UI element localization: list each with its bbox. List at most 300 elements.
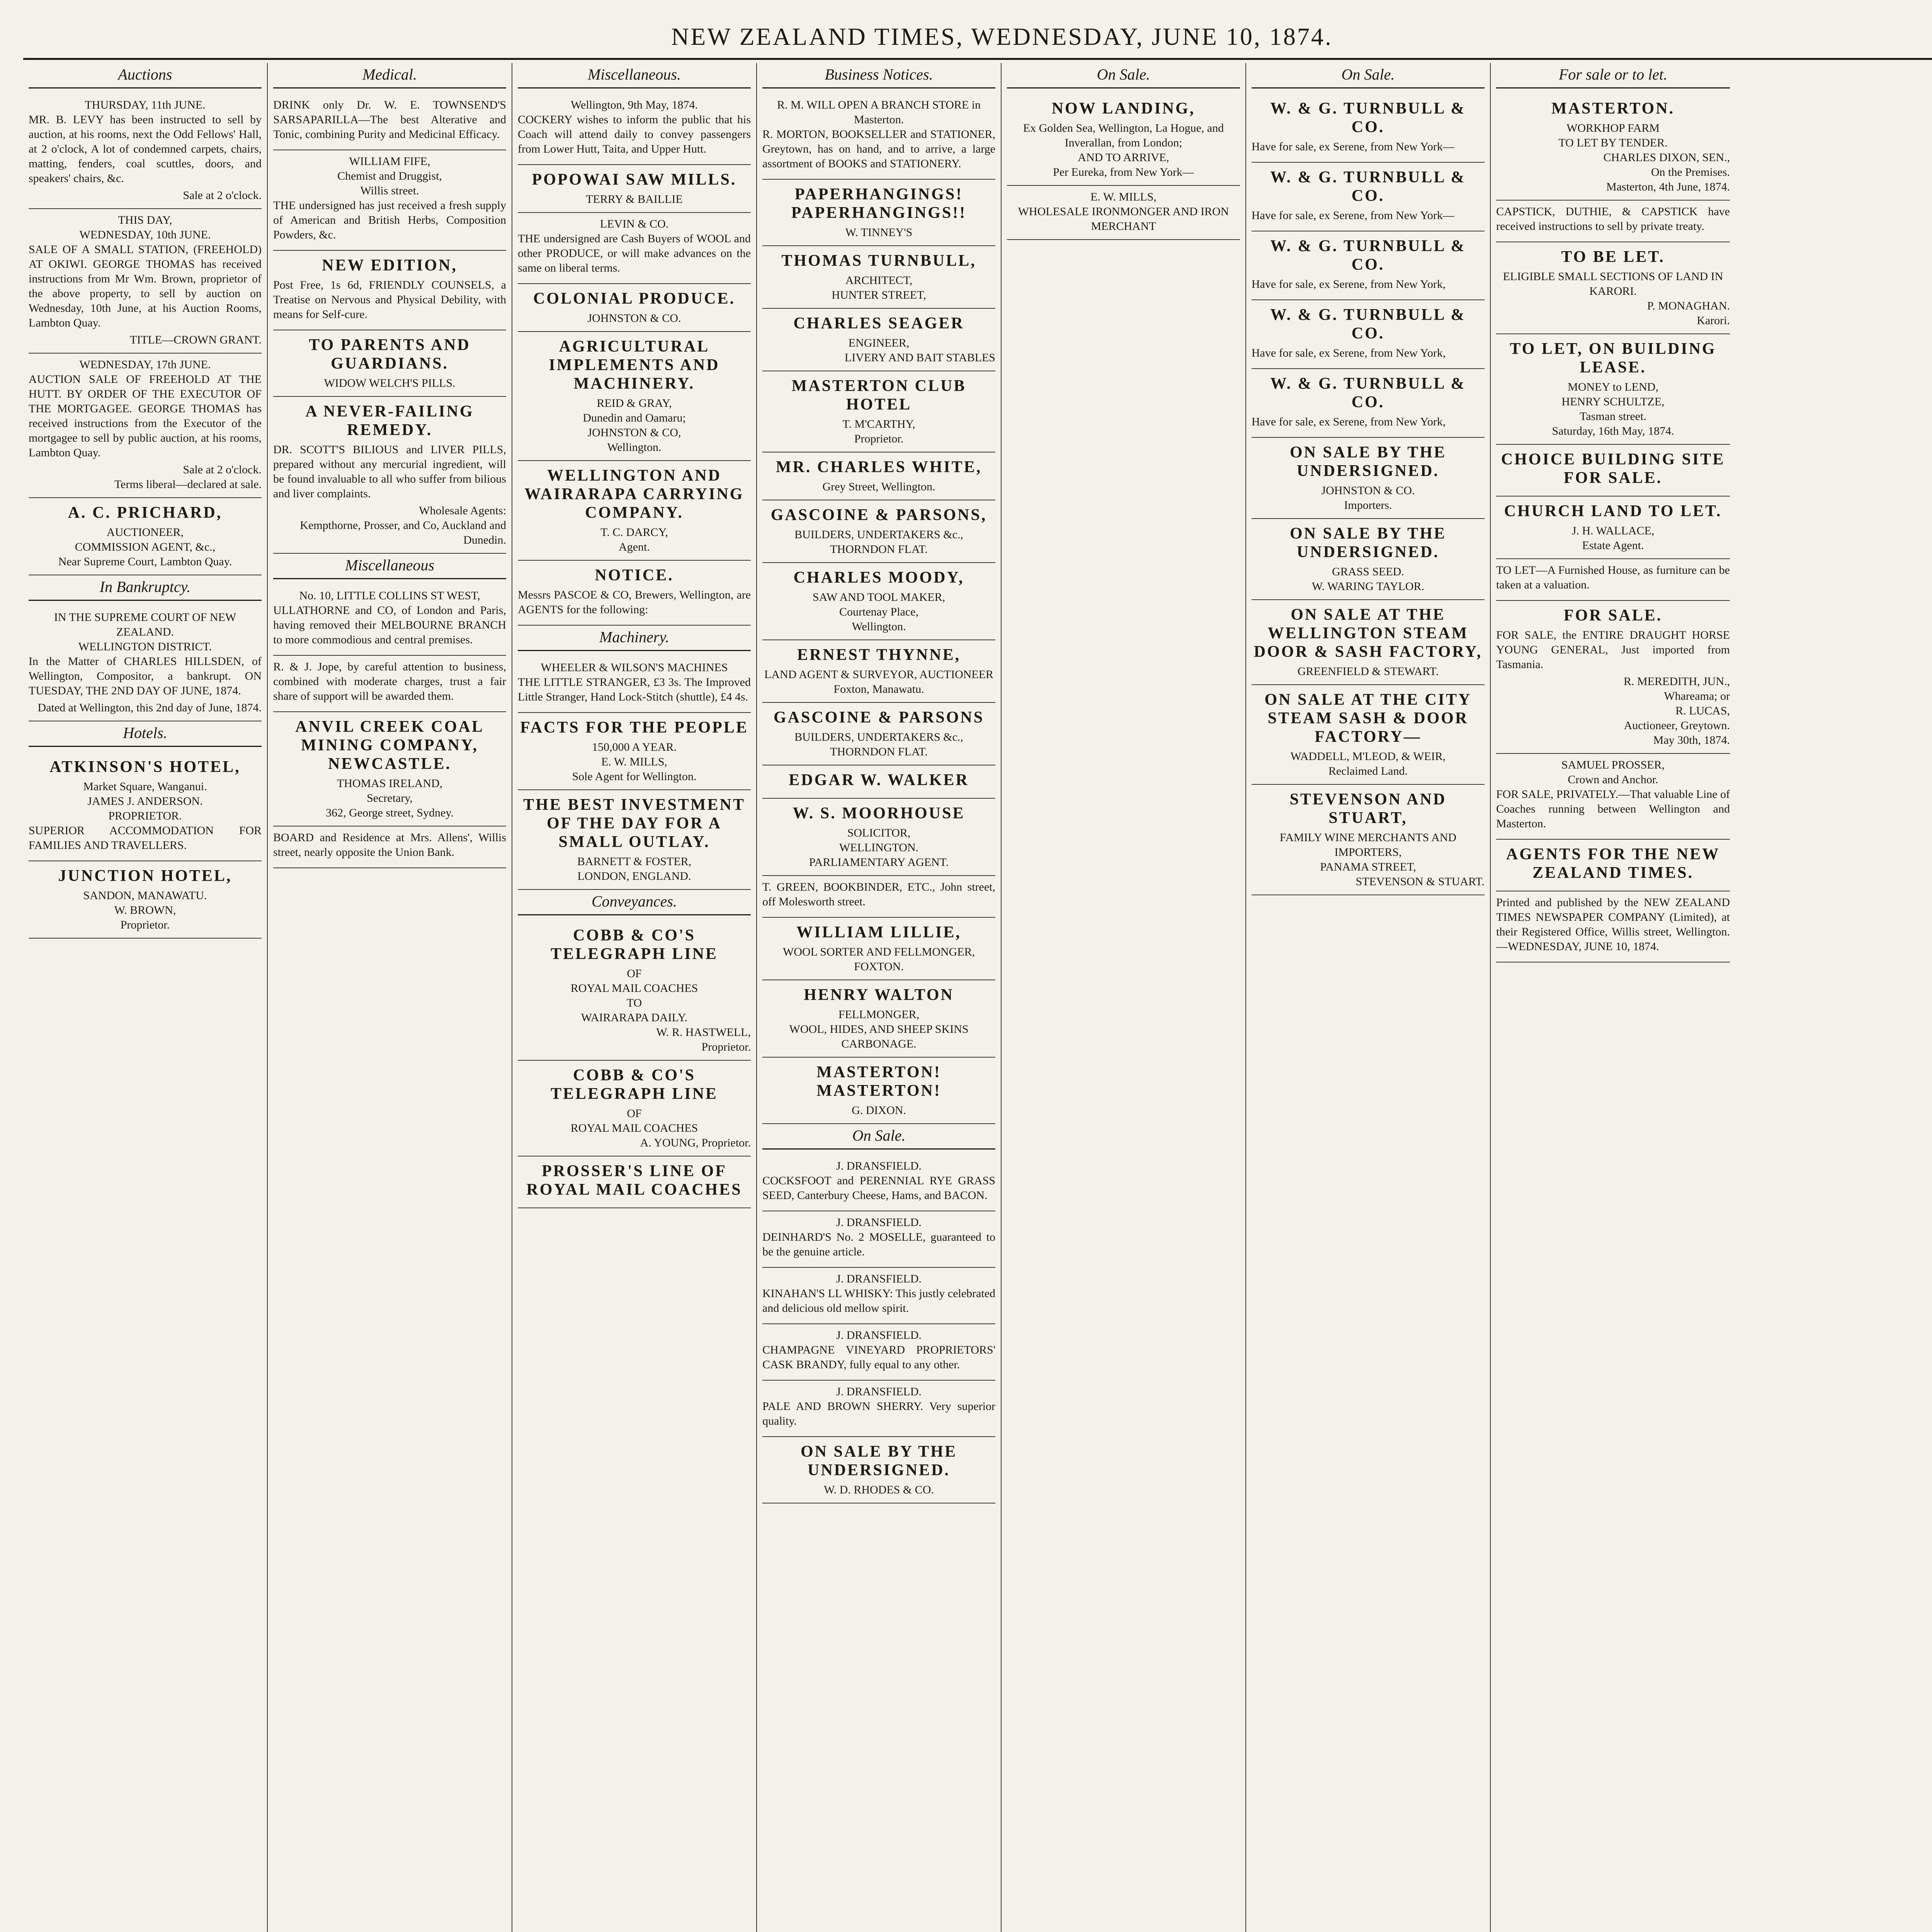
ad-line: Wellington. bbox=[852, 620, 906, 633]
ad-title: WELLINGTON AND WAIRARAPA CARRYING COMPANY. bbox=[524, 467, 744, 522]
ad-line: SAMUEL PROSSER, bbox=[1561, 759, 1665, 771]
ad-title: W. & G. TURNBULL & CO. bbox=[1270, 237, 1466, 274]
ad-title: NOW LANDING, bbox=[1051, 100, 1196, 117]
ad-line: LEVIN & CO. bbox=[600, 218, 669, 230]
ad-line: LONDON, ENGLAND. bbox=[577, 870, 691, 883]
ad-line: J. DRANSFIELD. bbox=[836, 1329, 922, 1342]
advertisement bbox=[518, 1156, 751, 1208]
column bbox=[1002, 63, 1246, 1932]
ad-line: GREENFIELD & STEWART. bbox=[1297, 665, 1439, 678]
ad-title: NOTICE. bbox=[595, 566, 674, 584]
advertisement bbox=[518, 561, 751, 626]
advertisement bbox=[273, 397, 506, 554]
ad-line: AND TO ARRIVE, bbox=[1078, 151, 1169, 164]
ad-title: AGRICULTURAL IMPLEMENTS AND MACHINERY. bbox=[549, 338, 720, 393]
ad-footer: Whareama; or bbox=[1664, 690, 1730, 702]
section-heading: Conveyances. bbox=[518, 890, 751, 915]
ad-title: WILLIAM LILLIE, bbox=[796, 923, 961, 941]
ad-title: CHARLES MOODY, bbox=[793, 569, 964, 587]
advertisement bbox=[762, 1381, 995, 1437]
advertisement bbox=[762, 799, 995, 876]
ad-line: WEDNESDAY, 10th JUNE. bbox=[79, 228, 211, 241]
advertisement bbox=[518, 713, 751, 790]
column-heading: On Sale. bbox=[1007, 63, 1240, 88]
ad-line: J. DRANSFIELD. bbox=[836, 1272, 922, 1285]
ad-footer: Wholesale Agents: bbox=[419, 504, 506, 517]
ad-line: Agent. bbox=[619, 541, 650, 553]
advertisement bbox=[29, 752, 262, 861]
ad-line: PARLIAMENTARY AGENT. bbox=[809, 856, 949, 869]
ad-line: GRASS SEED. bbox=[1332, 565, 1404, 578]
advertisement bbox=[1252, 438, 1485, 519]
column bbox=[757, 63, 1002, 1932]
ad-title: ON SALE AT THE CITY STEAM SASH & DOOR FACTORY— bbox=[1264, 691, 1472, 746]
ad-title: CHOICE BUILDING SITE FOR SALE. bbox=[1501, 451, 1725, 487]
ad-body: TO LET—A Furnished House, as furniture can be taken at a valuation. bbox=[1496, 564, 1730, 591]
column-heading: Medical. bbox=[273, 63, 506, 88]
ad-line: SOLICITOR, bbox=[847, 827, 911, 839]
ad-title: FACTS FOR THE PEOPLE bbox=[520, 719, 748, 736]
ad-line: W. D. RHODES & CO. bbox=[824, 1483, 934, 1496]
ad-title: FOR SALE. bbox=[1563, 607, 1663, 624]
ad-title: ANVIL CREEK COAL MINING COMPANY, NEWCASTLE. bbox=[295, 718, 484, 773]
ad-title: THOMAS TURNBULL, bbox=[781, 252, 976, 270]
ad-footer: CHARLES DIXON, SEN., bbox=[1603, 151, 1730, 164]
ad-line: TO LET BY TENDER. bbox=[1558, 136, 1668, 149]
ad-footer: Proprietor. bbox=[701, 1041, 751, 1053]
ad-line: G. DIXON. bbox=[852, 1104, 906, 1117]
ad-line: REID & GRAY, bbox=[597, 397, 672, 410]
column-heading: On Sale. bbox=[1252, 63, 1485, 88]
advertisement bbox=[273, 150, 506, 251]
advertisement bbox=[1252, 369, 1485, 438]
ad-line: WIDOW WELCH'S PILLS. bbox=[324, 377, 456, 389]
ad-line: 150,000 A YEAR. bbox=[592, 741, 677, 753]
ad-title: ON SALE BY THE UNDERSIGNED. bbox=[1290, 525, 1446, 561]
advertisement bbox=[762, 1211, 995, 1268]
ad-title: STEVENSON AND STUART, bbox=[1289, 791, 1447, 827]
ad-line: Tasman street. bbox=[1580, 410, 1646, 423]
ad-body: DRINK only Dr. W. E. TOWNSEND'S SARSAPARILLA—The best Alterative and Tonic, combining Purity and Medicinal Efficacy. bbox=[273, 99, 506, 141]
ad-line: BUILDERS, UNDERTAKERS &c., bbox=[794, 528, 963, 541]
advertisement bbox=[1496, 445, 1730, 497]
ad-body: FOR SALE, the ENTIRE DRAUGHT HORSE YOUNG GENERAL, Just imported from Tasmania. bbox=[1496, 629, 1730, 671]
ad-body: SALE OF A SMALL STATION, (FREEHOLD) AT OKIWI. GEORGE THOMAS has received instructions from Mr Wm. Brown, proprietor of the above property, to sell by auction on Wednesday, 10th June, at his Auction Rooms, Lambton Quay. bbox=[29, 243, 262, 329]
ad-title: JUNCTION HOTEL, bbox=[58, 867, 232, 885]
column-heading: Business Notices. bbox=[762, 63, 995, 88]
ad-footer: TITLE—CROWN GRANT. bbox=[129, 333, 262, 346]
column-heading: Miscellaneous. bbox=[518, 63, 751, 88]
ad-footer: Karori. bbox=[1697, 314, 1730, 327]
ad-title: THE BEST INVESTMENT OF THE DAY FOR A SMALL OUTLAY. bbox=[523, 796, 745, 851]
advertisement bbox=[518, 461, 751, 561]
advertisement bbox=[1252, 785, 1485, 895]
advertisement bbox=[762, 1268, 995, 1324]
ad-body: THE undersigned has just received a fresh supply of American and British Herbs, Composition Powders, &c. bbox=[273, 199, 506, 241]
advertisement bbox=[1496, 840, 1730, 891]
advertisement bbox=[518, 284, 751, 332]
ad-body: COCKERY wishes to inform the public that his Coach will attend daily to convey passengers from Lower Hutt, Taita, and Upper Hutt. bbox=[518, 113, 751, 155]
advertisement bbox=[762, 563, 995, 640]
ad-line: 362, George street, Sydney. bbox=[326, 806, 454, 819]
section-heading: Hotels. bbox=[29, 721, 262, 747]
advertisement bbox=[762, 1324, 995, 1381]
ad-title: PAPERHANGINGS! PAPERHANGINGS!! bbox=[791, 185, 967, 222]
ad-body: In the Matter of CHARLES HILLSDEN, of Wellington, Compositor, a bankrupt. ON TUESDAY, THE 2ND DAY OF JUNE, 1874. bbox=[29, 655, 262, 697]
ad-title: GASCOINE & PARSONS bbox=[774, 709, 984, 726]
advertisement bbox=[1496, 201, 1730, 242]
ad-line: IN THE SUPREME COURT OF NEW ZEALAND. bbox=[54, 611, 236, 638]
ad-line: ELIGIBLE SMALL SECTIONS OF LAND IN KARORI. bbox=[1503, 270, 1723, 298]
ad-body: SUPERIOR ACCOMMODATION FOR FAMILIES AND TRAVELLERS. bbox=[29, 824, 262, 852]
ad-body: THE undersigned are Cash Buyers of WOOL and other PRODUCE, or will make advances on the same on liberal terms. bbox=[518, 232, 751, 274]
ad-line: ARCHITECT, bbox=[845, 274, 913, 287]
ad-line: Sole Agent for Wellington. bbox=[572, 770, 697, 783]
ad-line: JOHNSTON & CO. bbox=[1321, 484, 1415, 497]
advertisement bbox=[1496, 891, 1730, 963]
advertisement bbox=[1252, 163, 1485, 231]
ad-title: W. & G. TURNBULL & CO. bbox=[1270, 100, 1466, 136]
advertisement bbox=[518, 1061, 751, 1156]
advertisement bbox=[762, 1437, 995, 1503]
ad-title: W. S. MOORHOUSE bbox=[793, 804, 965, 822]
advertisement bbox=[273, 251, 506, 330]
ad-line: Per Eureka, from New York— bbox=[1053, 166, 1194, 179]
ad-title: HENRY WALTON bbox=[804, 986, 954, 1004]
ad-body: AUCTION SALE OF FREEHOLD AT THE HUTT. BY ORDER OF THE EXECUTOR OF THE MORTGAGEE. GEORGE THOMAS has received instructions from the Executor of the mortgagee to sell by public auction, at his rooms, Lambton Quay. bbox=[29, 373, 262, 459]
advertisement bbox=[762, 371, 995, 452]
ad-footer: Terms liberal—declared at sale. bbox=[114, 478, 262, 491]
ad-line: Wellington, 9th May, 1874. bbox=[571, 99, 698, 111]
column bbox=[23, 63, 268, 1932]
ad-title: POPOWAI SAW MILLS. bbox=[532, 171, 737, 189]
ad-line: WHEELER & WILSON'S MACHINES bbox=[541, 661, 728, 674]
advertisement bbox=[1252, 685, 1485, 785]
ad-body: COCKSFOOT and PERENNIAL RYE GRASS SEED, Canterbury Cheese, Hams, and BACON. bbox=[762, 1174, 995, 1202]
ad-title: MR. CHARLES WHITE, bbox=[776, 458, 982, 476]
ad-line: TERRY & BAILLIE bbox=[586, 193, 683, 206]
ad-line: Near Supreme Court, Lambton Quay. bbox=[58, 555, 232, 568]
ad-footer: Sale at 2 o'clock. bbox=[183, 463, 262, 476]
ad-body: PALE AND BROWN SHERRY. Very superior quality. bbox=[762, 1400, 995, 1427]
ad-line: Importers. bbox=[1344, 499, 1392, 512]
ad-title: A NEVER-FAILING REMEDY. bbox=[305, 403, 474, 439]
ad-body: CAPSTICK, DUTHIE, & CAPSTICK have received instructions to sell by private treaty. bbox=[1496, 205, 1730, 233]
ad-line: Foxton, Manawatu. bbox=[833, 683, 924, 696]
ad-title: TO LET, ON BUILDING LEASE. bbox=[1510, 340, 1716, 376]
ad-line: E. W. MILLS, bbox=[601, 755, 667, 768]
section-heading: Miscellaneous bbox=[273, 554, 506, 579]
ad-line: Market Square, Wanganui. bbox=[83, 780, 207, 793]
ad-title: ERNEST THYNNE, bbox=[797, 646, 961, 664]
ad-footer: R. LUCAS, bbox=[1675, 704, 1730, 717]
ad-title: TO BE LET. bbox=[1561, 248, 1665, 266]
ad-line: Crown and Anchor. bbox=[1568, 773, 1658, 786]
ad-body: Printed and published by the NEW ZEALAND TIMES NEWSPAPER COMPANY (Limited), at their Registered Office, Willis street, Wellington.—WEDNESDAY, JUNE 10, 1874. bbox=[1496, 896, 1730, 953]
ad-line: ROYAL MAIL COACHES bbox=[570, 1122, 698, 1134]
ad-line: ENGINEER, bbox=[848, 337, 910, 349]
advertisement bbox=[762, 180, 995, 246]
advertisement bbox=[518, 790, 751, 890]
advertisement bbox=[518, 332, 751, 461]
ad-line: BARNETT & FOSTER, bbox=[577, 855, 692, 868]
ad-body: R. & J. Jope, by careful attention to business, combined with moderate charges, trust a fair share of support will be awarded them. bbox=[273, 660, 506, 702]
section-heading: On Sale. bbox=[762, 1124, 995, 1150]
masthead-rule bbox=[23, 58, 1932, 60]
ad-line: FELLMONGER, bbox=[838, 1008, 920, 1021]
ad-line: WHOLESALE IRONMONGER AND IRON MERCHANT bbox=[1018, 205, 1229, 233]
ad-line: WELLINGTON DISTRICT. bbox=[78, 640, 212, 653]
ad-line: COMMISSION AGENT, &c., bbox=[75, 541, 216, 553]
ad-line: J. H. WALLACE, bbox=[1571, 524, 1655, 537]
column-heading: For sale or to let. bbox=[1496, 63, 1730, 88]
ad-line: THORNDON FLAT. bbox=[830, 745, 928, 758]
advertisement bbox=[518, 213, 751, 284]
ad-line: J. DRANSFIELD. bbox=[836, 1216, 922, 1229]
ad-line: HUNTER STREET, bbox=[832, 289, 926, 301]
ad-footer: May 30th, 1874. bbox=[1653, 734, 1730, 747]
ad-footer: Auctioneer, Greytown. bbox=[1624, 719, 1730, 732]
advertisement bbox=[273, 827, 506, 868]
section-heading: Machinery. bbox=[518, 626, 751, 651]
advertisement bbox=[762, 703, 995, 765]
ad-title: COBB & CO'S TELEGRAPH LINE bbox=[551, 1066, 718, 1103]
ad-body: Have for sale, ex Serene, from New York— bbox=[1252, 140, 1454, 153]
ad-line: JOHNSTON & CO. bbox=[587, 312, 681, 325]
advertisement bbox=[273, 585, 506, 656]
ad-line: SANDON, MANAWATU. bbox=[83, 889, 207, 902]
ad-line: LAND AGENT & SURVEYOR, AUCTIONEER bbox=[764, 668, 993, 681]
advertisement bbox=[29, 861, 262, 939]
ad-body: DEINHARD'S No. 2 MOSELLE, guaranteed to be the genuine article. bbox=[762, 1231, 995, 1258]
ad-line: FAMILY WINE MERCHANTS AND IMPORTERS, bbox=[1279, 831, 1457, 859]
ad-line: SAW AND TOOL MAKER, bbox=[812, 591, 946, 604]
section-heading: In Bankruptcy. bbox=[29, 575, 262, 601]
ad-line: PROPRIETOR. bbox=[108, 810, 182, 822]
ad-line: Proprietor. bbox=[854, 432, 904, 445]
ad-title: W. & G. TURNBULL & CO. bbox=[1270, 168, 1466, 205]
ad-body: THE LITTLE STRANGER, £3 3s. The Improved Little Stranger, Hand Lock-Stitch (shuttle), £4 4s. bbox=[518, 676, 751, 703]
ad-line: ROYAL MAIL COACHES bbox=[570, 982, 698, 995]
ad-title: ATKINSON'S HOTEL, bbox=[49, 758, 241, 776]
ad-line: W. BROWN, bbox=[114, 904, 176, 917]
advertisement bbox=[1252, 519, 1485, 600]
ad-body: T. GREEN, BOOKBINDER, ETC., John street, off Molesworth street. bbox=[762, 881, 995, 908]
advertisement bbox=[1252, 231, 1485, 300]
advertisement bbox=[1496, 497, 1730, 559]
ad-line: TO bbox=[626, 997, 642, 1009]
ad-line: THORNDON FLAT. bbox=[830, 543, 928, 556]
ad-title: W. & G. TURNBULL & CO. bbox=[1270, 375, 1466, 411]
ad-body: ULLATHORNE and CO, of London and Paris, having removed their MELBOURNE BRANCH to more commodious and central premises. bbox=[273, 604, 506, 646]
advertisement bbox=[1496, 94, 1730, 201]
ad-body: Have for sale, ex Serene, from New York— bbox=[1252, 209, 1454, 222]
ad-line: FOXTON. bbox=[854, 960, 904, 973]
advertisement bbox=[29, 209, 262, 354]
ad-line: THURSDAY, 11th JUNE. bbox=[85, 99, 206, 111]
advertisement bbox=[1496, 334, 1730, 445]
ad-line: Courtenay Place, bbox=[839, 605, 918, 618]
ad-line: MONEY to LEND, bbox=[1568, 381, 1658, 393]
ad-line: T. M'CARTHY, bbox=[842, 418, 915, 430]
advertisement bbox=[1496, 242, 1730, 334]
ad-line: CARBONAGE. bbox=[841, 1037, 917, 1050]
advertisement bbox=[762, 640, 995, 703]
advertisement bbox=[518, 165, 751, 213]
advertisement bbox=[762, 94, 995, 180]
advertisement bbox=[1252, 300, 1485, 369]
ad-title: NEW EDITION, bbox=[322, 257, 457, 274]
advertisement bbox=[762, 452, 995, 500]
advertisement bbox=[273, 656, 506, 712]
advertisement bbox=[1496, 559, 1730, 601]
ad-title: EDGAR W. WALKER bbox=[789, 771, 969, 789]
ad-line: HENRY SCHULTZE, bbox=[1561, 395, 1665, 408]
ad-footer: LIVERY AND BAIT STABLES bbox=[844, 351, 995, 364]
ad-body: Post Free, 1s 6d, FRIENDLY COUNSELS, a Treatise on Nervous and Physical Debility, with means for Self-cure. bbox=[273, 279, 506, 321]
advertisement bbox=[518, 94, 751, 165]
advertisement bbox=[273, 712, 506, 827]
advertisement bbox=[1007, 94, 1240, 186]
ad-body: CHAMPAGNE VINEYARD PROPRIETORS' CASK BRANDY, fully equal to any other. bbox=[762, 1344, 995, 1371]
advertisement bbox=[762, 918, 995, 980]
ad-title: CHURCH LAND TO LET. bbox=[1504, 502, 1722, 520]
ad-line: OF bbox=[627, 1107, 642, 1120]
ad-line: J. DRANSFIELD. bbox=[836, 1160, 922, 1172]
ad-title: AGENTS FOR THE NEW ZEALAND TIMES. bbox=[1506, 845, 1720, 882]
ad-body: Messrs PASCOE & CO, Brewers, Wellington, are AGENTS for the following: bbox=[518, 588, 751, 616]
advertisement bbox=[1252, 94, 1485, 163]
ad-title: MASTERTON! MASTERTON! bbox=[816, 1063, 941, 1100]
advertisement bbox=[1252, 600, 1485, 685]
ad-footer: STEVENSON & STUART. bbox=[1355, 875, 1485, 888]
ad-title: ON SALE BY THE UNDERSIGNED. bbox=[1290, 444, 1446, 480]
ad-footer: W. R. HASTWELL, bbox=[656, 1026, 751, 1039]
ad-line: WAIRARAPA DAILY. bbox=[581, 1011, 688, 1024]
column bbox=[1491, 63, 1735, 1932]
ad-line: WELLINGTON. bbox=[839, 841, 919, 854]
ad-line: JOHNSTON & CO, bbox=[587, 426, 681, 439]
advertisement bbox=[1496, 601, 1730, 754]
ad-title: MASTERTON. bbox=[1551, 100, 1675, 117]
ad-line: WEDNESDAY, 17th JUNE. bbox=[79, 358, 211, 371]
advertisement bbox=[1007, 186, 1240, 240]
advertisement bbox=[518, 656, 751, 713]
ad-line: PANAMA STREET, bbox=[1320, 861, 1416, 873]
advertisement bbox=[518, 921, 751, 1061]
ad-body: Have for sale, ex Serene, from New York, bbox=[1252, 278, 1446, 291]
ad-line: Wellington. bbox=[607, 441, 662, 454]
columns bbox=[23, 63, 1932, 1932]
ad-footer: On the Premises. bbox=[1651, 166, 1730, 179]
ad-body: FOR SALE, PRIVATELY.—That valuable Line of Coaches running between Wellington and Masterton. bbox=[1496, 788, 1730, 830]
column bbox=[1246, 63, 1491, 1932]
ad-line: WADDELL, M'LEOD, & WEIR, bbox=[1290, 750, 1446, 763]
ad-title: CHARLES SEAGER bbox=[793, 315, 964, 332]
ad-title: TO PARENTS AND GUARDIANS. bbox=[309, 336, 471, 372]
ad-line: J. DRANSFIELD. bbox=[836, 1385, 922, 1398]
ad-line: Willis street. bbox=[360, 184, 419, 197]
advertisement bbox=[273, 94, 506, 150]
ad-line: THOMAS IRELAND, bbox=[337, 777, 443, 790]
ad-line: AUCTIONEER, bbox=[106, 526, 184, 539]
ad-line: No. 10, LITTLE COLLINS ST WEST, bbox=[299, 589, 480, 602]
ad-title: GASCOINE & PARSONS, bbox=[770, 506, 987, 524]
ad-footer: Masterton, 4th June, 1874. bbox=[1606, 180, 1730, 193]
advertisement bbox=[762, 876, 995, 918]
ad-line: E. W. MILLS, bbox=[1090, 190, 1156, 203]
ad-title: COLONIAL PRODUCE. bbox=[533, 290, 736, 308]
ad-line: Estate Agent. bbox=[1582, 539, 1644, 552]
advertisement bbox=[29, 498, 262, 575]
advertisement bbox=[762, 765, 995, 799]
ad-line: Saturday, 16th May, 1874. bbox=[1552, 425, 1674, 437]
ad-title: A. C. PRICHARD, bbox=[68, 504, 223, 522]
masthead: NEW ZEALAND TIMES, WEDNESDAY, JUNE 10, 1874. bbox=[671, 23, 1333, 50]
ad-footer: Sale at 2 o'clock. bbox=[183, 189, 262, 202]
ad-line: WOOL SORTER AND FELLMONGER, bbox=[782, 946, 975, 958]
advertisement bbox=[1496, 754, 1730, 840]
ad-body: KINAHAN'S LL WHISKY: This justly celebrated and delicious old mellow spirit. bbox=[762, 1287, 995, 1315]
ad-footer: A. YOUNG, Proprietor. bbox=[640, 1136, 751, 1149]
ad-body: BOARD and Residence at Mrs. Allens', Willis street, nearly opposite the Union Bank. bbox=[273, 831, 506, 859]
ad-title: ON SALE BY THE UNDERSIGNED. bbox=[801, 1443, 957, 1479]
ad-line: Dunedin and Oamaru; bbox=[583, 412, 686, 424]
ad-title: COBB & CO'S TELEGRAPH LINE bbox=[551, 927, 718, 963]
ad-line: JAMES J. ANDERSON. bbox=[87, 795, 203, 808]
column-heading: Auctions bbox=[29, 63, 262, 88]
ad-footer: R. MEREDITH, JUN., bbox=[1624, 675, 1730, 688]
ad-line: BUILDERS, UNDERTAKERS &c., bbox=[794, 731, 963, 743]
ad-title: W. & G. TURNBULL & CO. bbox=[1270, 306, 1466, 342]
advertisement bbox=[762, 1058, 995, 1124]
ad-title: ON SALE AT THE WELLINGTON STEAM DOOR & SASH FACTORY, bbox=[1253, 606, 1483, 661]
ad-line: T. C. DARCY, bbox=[600, 526, 668, 539]
advertisement bbox=[29, 354, 262, 498]
ad-line: Secretary, bbox=[367, 792, 413, 804]
ad-line: Chemist and Druggist, bbox=[337, 170, 442, 182]
advertisement bbox=[762, 500, 995, 563]
advertisement bbox=[29, 606, 262, 721]
ad-line: THIS DAY, bbox=[118, 214, 172, 226]
column bbox=[268, 63, 512, 1932]
ad-line: WILLIAM FIFE, bbox=[349, 155, 430, 168]
ad-line: Proprietor. bbox=[120, 918, 170, 931]
ad-title: MASTERTON CLUB HOTEL bbox=[791, 377, 966, 413]
ad-footer: Dated at Wellington, this 2nd day of June, 1874. bbox=[37, 701, 262, 714]
ad-body: Have for sale, ex Serene, from New York, bbox=[1252, 415, 1446, 428]
ad-body: R. MORTON, BOOKSELLER and STATIONER, Greytown, has on hand, and to arrive, a large assortment of BOOKS and STATIONERY. bbox=[762, 128, 995, 170]
ad-line: W. WARING TAYLOR. bbox=[1312, 580, 1424, 593]
ad-body: Have for sale, ex Serene, from New York, bbox=[1252, 347, 1446, 359]
ad-footer: Kempthorne, Prosser, and Co, Auckland and Dunedin. bbox=[300, 519, 506, 546]
ad-line: WORKHOP FARM bbox=[1566, 122, 1660, 134]
ad-body: DR. SCOTT'S BILIOUS and LIVER PILLS, prepared without any mercurial ingredient, will be found invaluable to all who suffer from bilious and liver complaints. bbox=[273, 443, 506, 500]
ad-title: PROSSER'S LINE OF ROYAL MAIL COACHES bbox=[526, 1162, 742, 1199]
ad-line: Grey Street, Wellington. bbox=[822, 480, 935, 493]
ad-line: W. TINNEY'S bbox=[845, 226, 913, 239]
advertisement bbox=[762, 309, 995, 371]
ad-footer: P. MONAGHAN. bbox=[1647, 299, 1730, 312]
advertisement bbox=[762, 980, 995, 1058]
column bbox=[512, 63, 757, 1932]
advertisement bbox=[273, 330, 506, 397]
ad-line: Reclaimed Land. bbox=[1328, 765, 1408, 777]
ad-line: R. M. WILL OPEN A BRANCH STORE in Masterton. bbox=[777, 99, 981, 126]
advertisement bbox=[29, 94, 262, 209]
ad-line: Ex Golden Sea, Wellington, La Hogue, and Inverallan, from London; bbox=[1023, 122, 1224, 149]
ad-body: MR. B. LEVY has been instructed to sell by auction, at his rooms, next the Odd Fellows' Hall, at 2 o'clock, A lot of condemned carpets, chairs, matting, fenders, coal scuttles, doors, and speakers' chairs, &c. bbox=[29, 113, 262, 185]
